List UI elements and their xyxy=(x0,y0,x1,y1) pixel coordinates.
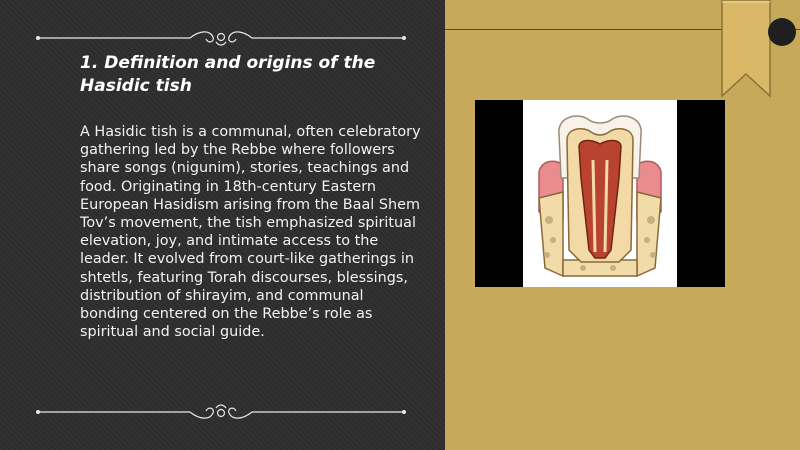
slide-title: 1. Definition and origins of the Hasidic tish xyxy=(80,53,376,96)
bookmark-ribbon-icon xyxy=(720,0,772,98)
ornament-divider-icon xyxy=(30,28,412,48)
ornament-divider-icon xyxy=(30,402,412,422)
tooth-cross-section-icon xyxy=(523,100,677,287)
corner-decoration xyxy=(768,18,796,46)
slide-body-text: A Hasidic tish is a communal, often celebratory gathering led by the Rebbe where followers share songs (nigunim), stories, teachings and food. Originating in 18th-century Eastern European Hasidism arising from the Baal Shem Tov’s movement, the tish emphasized spiritual elevation, joy, and intimate access to the leader. It evolved from court-like gatherings in shtetls, featuring Torah discourses, blessings, distribution of shirayim, and communal bonding centered on the Rebbe’s role as spiritual and social guide. xyxy=(80,124,421,341)
illustration-frame xyxy=(475,100,725,287)
